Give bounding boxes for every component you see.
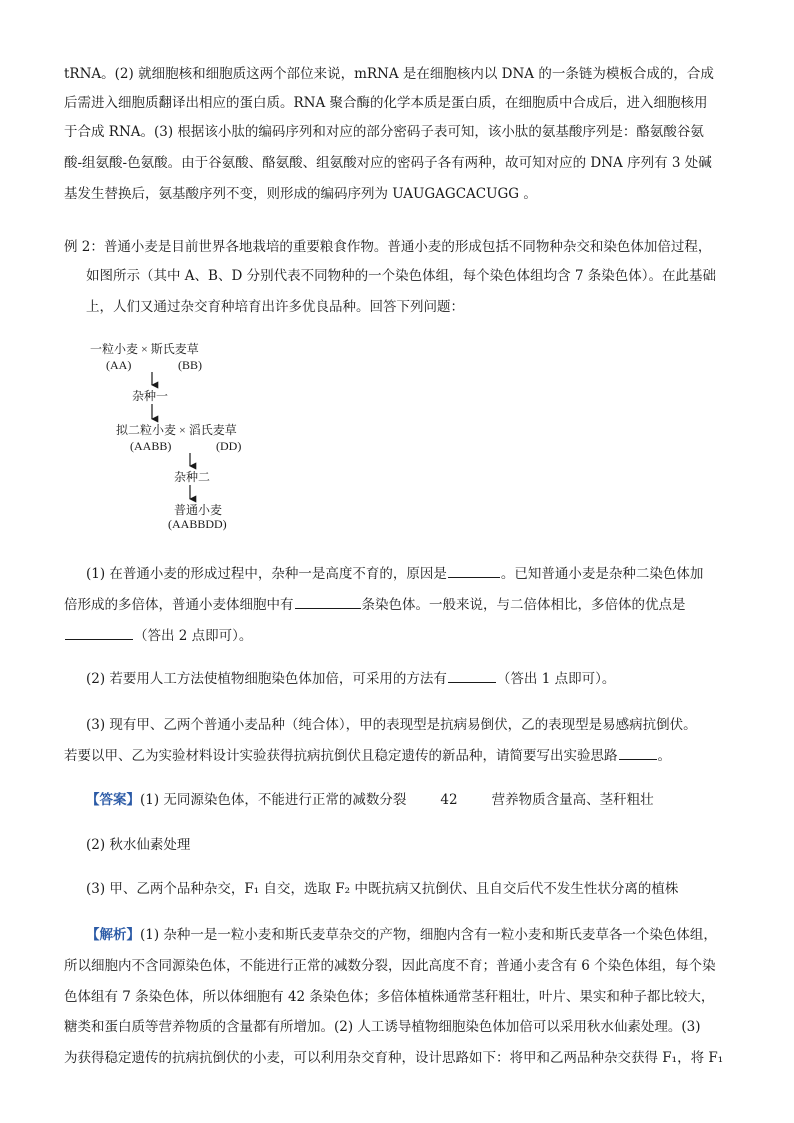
question-2-line: (2) 若要用人工方法使植物细胞染色体加倍，可采用的方法有 （答出 1 点即可）。 (86, 668, 738, 689)
text-line: 酸-组氨酸-色氨酸。由于谷氨酸、酪氨酸、组氨酸对应的密码子各有两种，故可知对应的 DNA 序列有 3 处碱 (64, 155, 712, 171)
answer-line: (2) 秋水仙素处理 (86, 837, 191, 853)
analysis-line: 所以细胞内不含同源染色体，不能进行正常的减数分裂，因此高度不育；普通小麦含有 6 个染色体组，每个染 (64, 958, 716, 974)
answer-line: 【答案】(1) 无同源染色体，不能进行正常的减数分裂 42 营养物质含量高、茎秆粗壮 (86, 792, 654, 808)
question-3-line: 若要以甲、乙为实验材料设计实验获得抗病抗倒伏且稳定遗传的新品种，请简要写出实验思路 。 (64, 745, 738, 766)
analysis-line: 糖类和蛋白质等营养物质的含量都有所增加。(2) 人工诱导植物细胞染色体加倍可以采用秋水仙素处理。(3) (64, 1019, 701, 1035)
genome-aabb-label: (AABB) (130, 439, 172, 453)
analysis-line: 【解析】(1) 杂种一是一粒小麦和斯氏麦草杂交的产物，细胞内含有一粒小麦和斯氏麦草各一个染色体组， (86, 927, 717, 943)
text-line: 后需进入细胞质翻译出相应的蛋白质。RNA 聚合酶的化学本质是蛋白质，在细胞质中合成后，进入细胞核用 (64, 95, 708, 111)
analysis-line: 为获得稳定遗传的抗病抗倒伏的小麦，可以利用杂交育种，设计思路如下：将甲和乙两品种杂交获得 F₁，将 F₁ (64, 1050, 724, 1066)
genome-aabbdd-label: (AABBDD) (168, 517, 227, 531)
answer-blank[interactable] (619, 745, 657, 760)
genome-dd-label: (DD) (216, 439, 242, 453)
question-1-line: (1) 在普通小麦的形成过程中，杂种一是高度不育的，原因是 。已知普通小麦是杂种二染色体加 (86, 563, 738, 584)
arrow-lines (86, 340, 286, 540)
text-line: 上，人们又通过杂交育种培育出许多优良品种。回答下列问题： (86, 299, 464, 315)
genome-aa-label: (AA) (106, 358, 132, 372)
answer-line: (3) 甲、乙两个品种杂交，F₁ 自交，选取 F₂ 中既抗病又抗倒伏、且自交后代不发生性状分离的植株 (86, 881, 679, 897)
cross-2-label: 拟二粒小麦 × 滔氏麦草 (116, 423, 237, 437)
text-line: 基发生替换后，氨基酸序列不变，则形成的编码序列为 UAUGAGCACUGG 。 (64, 186, 537, 202)
answer-blank[interactable] (295, 594, 361, 609)
text-line: 于合成 RNA。(3) 根据该小肽的编码序列和对应的部分密码子表可知，该小肽的氨基酸序列是：酪氨酸谷氨 (64, 124, 704, 140)
hybrid-2-label: 杂种二 (174, 470, 211, 484)
analysis-tag: 【解析】 (86, 927, 140, 943)
text-line: tRNA。(2) 就细胞核和细胞质这两个部位来说，mRNA 是在细胞核内以 DNA 的一条链为模板合成的，合成 (64, 66, 714, 82)
hybrid-1-label: 杂种一 (132, 389, 169, 403)
example-heading-line: 例 2：普通小麦是目前世界各地栽培的重要粮食作物。普通小麦的形成包括不同物种杂交和染色体加倍过程， (64, 239, 712, 255)
answer-blank[interactable] (65, 625, 133, 640)
text-line: 如图所示（其中 A、B、D 分别代表不同物种的一个染色体组，每个染色体组均含 7 条染色体）。在此基础 (86, 268, 716, 284)
analysis-line: 色体组有 7 条染色体，所以体细胞有 42 条染色体；多倍体植株通常茎秆粗壮，叶片、果实和种子都比较大， (64, 989, 715, 1005)
cross-1-label: 一粒小麦 × 斯氏麦草 (90, 342, 199, 356)
answer-blank[interactable] (448, 563, 500, 578)
question-1-line: 倍形成的多倍体，普通小麦体细胞中有 条染色体。一般来说，与二倍体相比，多倍体的优点是 (64, 594, 738, 615)
genome-bb-label: (BB) (178, 358, 202, 372)
hybridization-diagram (86, 340, 286, 540)
question-1-line: （答出 2 点即可）。 (64, 625, 738, 646)
answer-tag: 【答案】 (86, 792, 140, 808)
question-3-line: (3) 现有甲、乙两个普通小麦品种（纯合体），甲的表现型是抗病易倒伏，乙的表现型是易感病抗倒伏。 (86, 717, 697, 733)
common-wheat-label: 普通小麦 (174, 503, 223, 517)
answer-blank[interactable] (448, 668, 496, 683)
